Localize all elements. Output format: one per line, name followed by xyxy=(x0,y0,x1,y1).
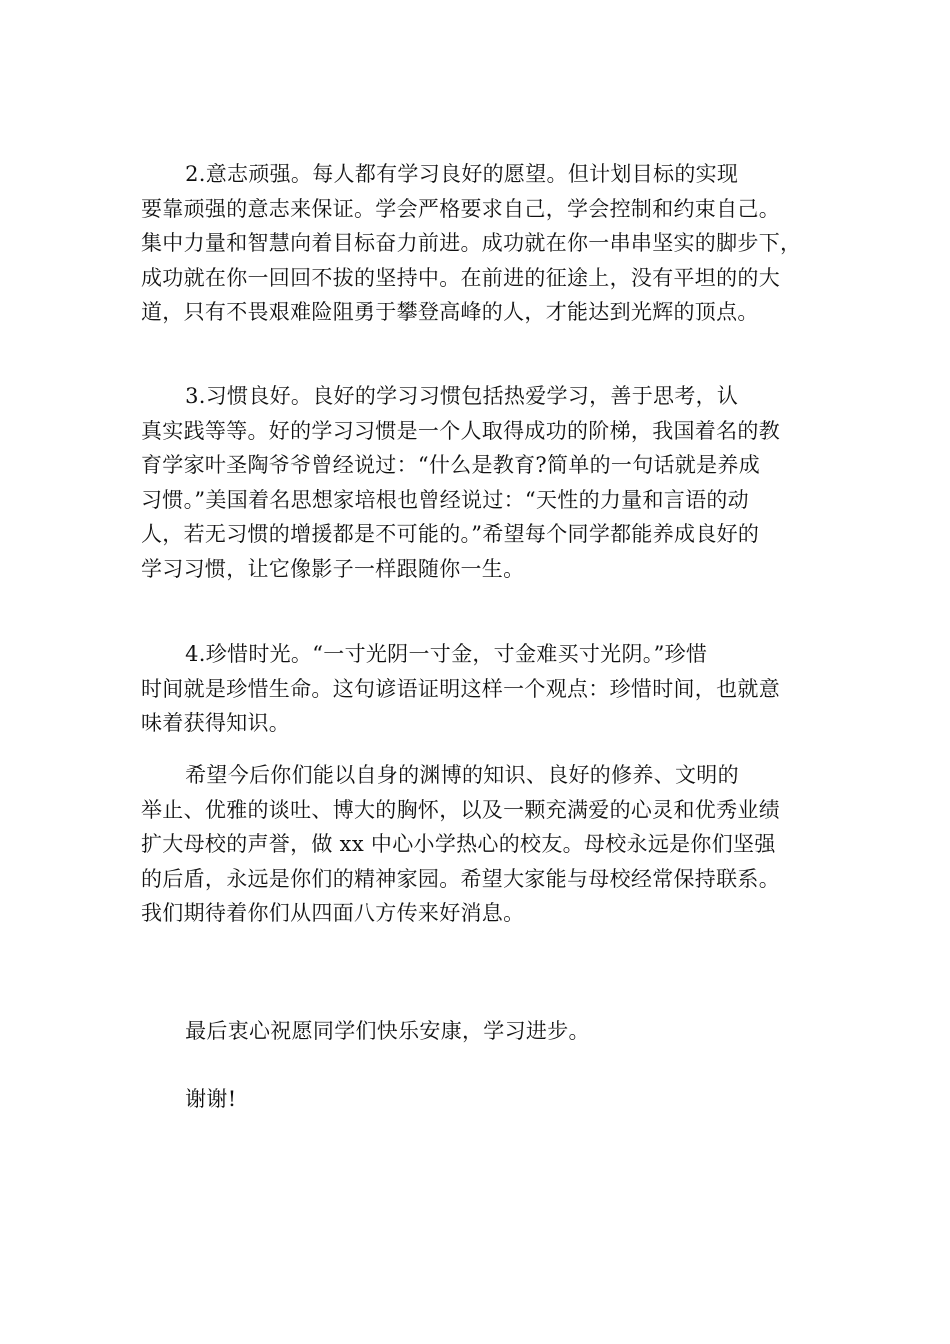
paragraph-good-habits: 3.习惯良好。良好的学习习惯包括热爱学习，善于思考，认 真实践等等。好的学习习惯是一个人取得成功的阶梯，我国着名的教 育学家叶圣陶爷爷曾经说过：“什么是教育?简单的一句话就是养成 习惯。”美国着名思想家培根也曾经说过：“天性的力量和言语的动 人，若无习惯的增援都是不可能的。”希望每个同学都能养成良好的 学习习惯，让它像影子一样跟随你一生。 xyxy=(141,384,780,581)
paragraph-cherish-time: 4.珍惜时光。“一寸光阴一寸金，寸金难买寸光阴。”珍惜 时间就是珍惜生命。这句谚语证明这样一个观点：珍惜时间，也就意 味着获得知识。 xyxy=(141,642,780,735)
paragraph-willpower: 2.意志顽强。每人都有学习良好的愿望。但计划目标的实现 要靠顽强的意志来保证。学会严格要求自己，学会控制和约束自己。 集中力量和智慧向着目标奋力前进。成功就在你一串串坚实的脚步下， 成功就在你一回回不拔的坚持中。在前进的征途上，没有平坦的的大 道，只有不畏艰难险阻勇于攀登高峰的人，才能达到光辉的顶点。 xyxy=(141,162,802,324)
paragraph-thanks: 谢谢! xyxy=(185,1087,237,1111)
paragraph-blessing: 最后衷心祝愿同学们快乐安康，学习进步。 xyxy=(185,1019,590,1043)
paragraph-hope: 希望今后你们能以自身的渊博的知识、良好的修养、文明的 举止、优雅的谈吐、博大的胸怀，以及一颗充满爱的心灵和优秀业绩 扩大母校的声誉，做 xx 中心小学热心的校友。母校永远是你们坚强 的后盾，永远是你们的精神家园。希望大家能与母校经常保持联系。 我们期待着你们从四面八方传来好消息。 xyxy=(141,763,780,925)
